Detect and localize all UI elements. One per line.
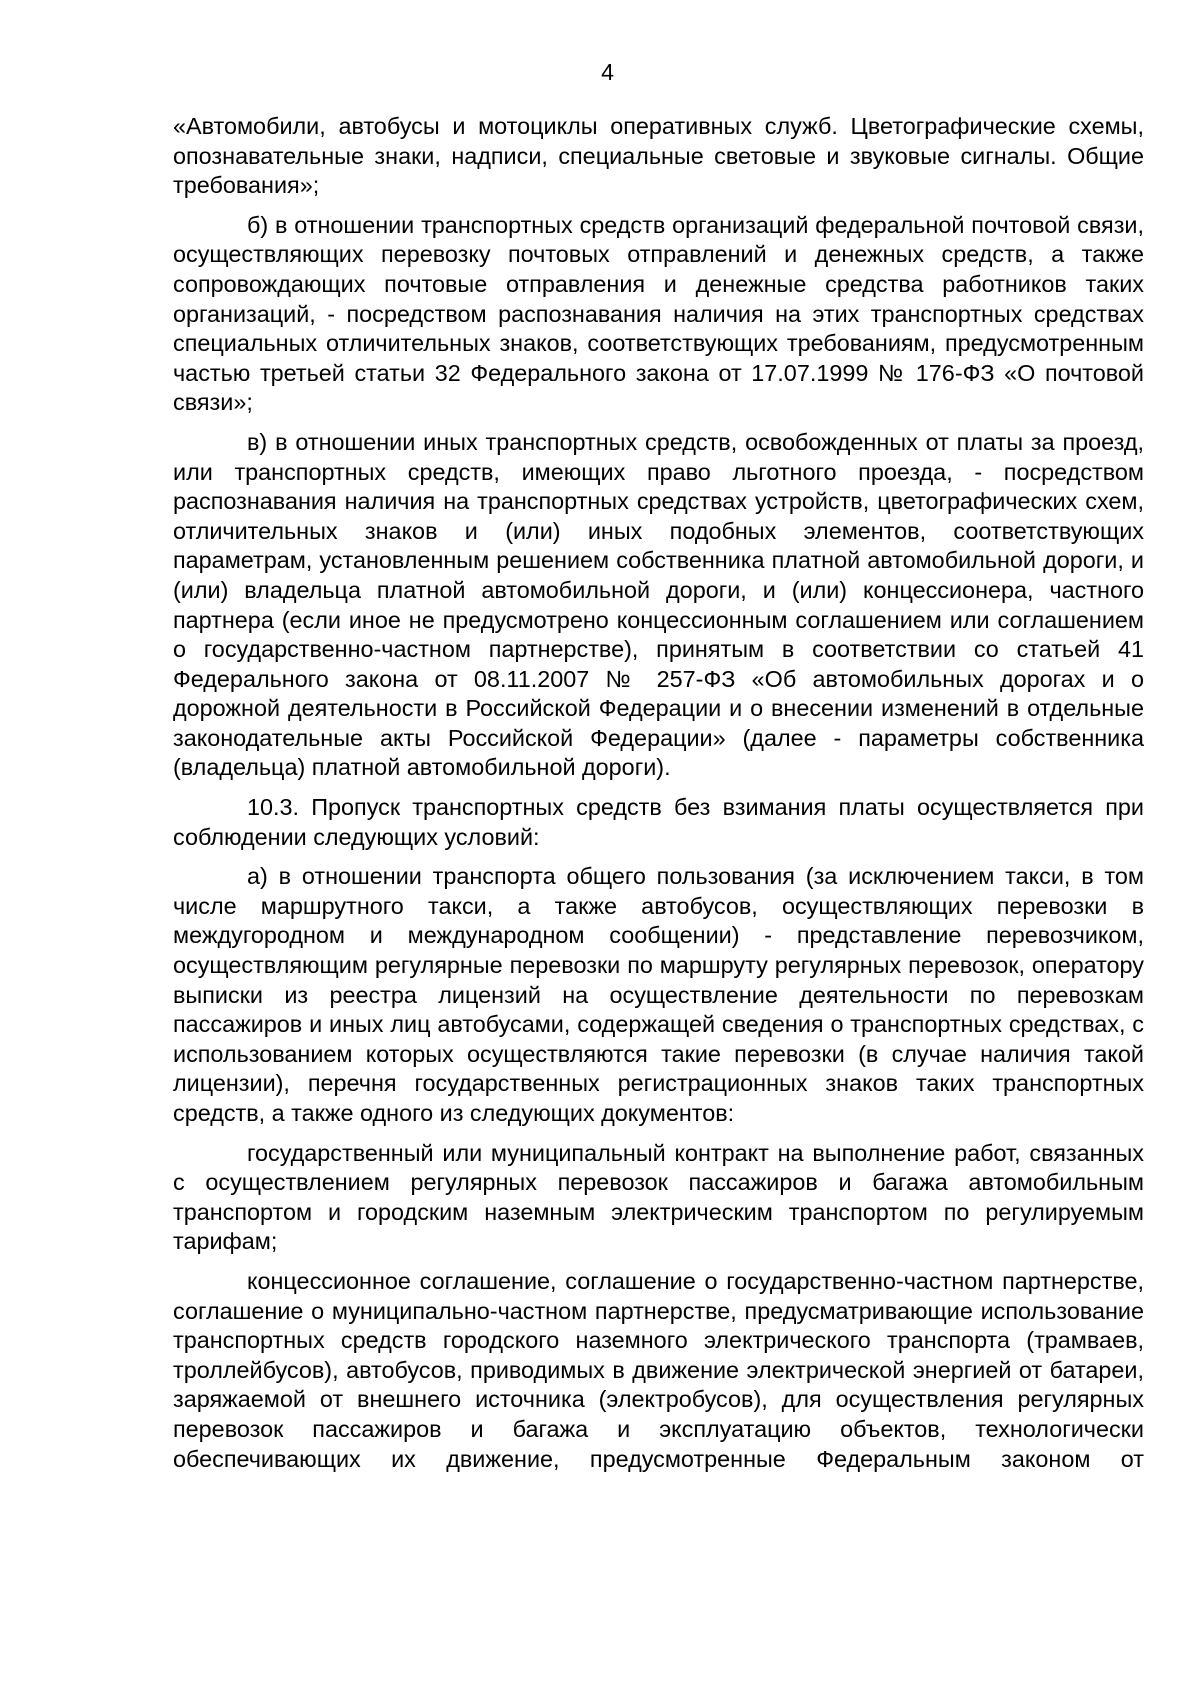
paragraph-10-3: 10.3. Пропуск транспортных средств без взимания платы осуществляется при соблюдении следующих условий: <box>173 794 1144 850</box>
page-number: 4 <box>601 59 614 85</box>
paragraph-concession-agreement: концессионное соглашение, соглашение о государственно-частном партнерстве, соглашение о муниципально-частном партнерстве, предусматривающие использование транспортных средств городского наземного электрического транспорта (трамваев, троллейбусов), автобусов, приводимых в движение электрической энергией от батареи, заряжаемой от внешнего источника (электробусов), для осуществления регулярных перевозок пассажиров и багажа и эксплуатацию объектов, технологически обеспечивающих их движение, предусмотренные Федеральным законом от <box>173 1267 1144 1472</box>
paragraph-item-v: в) в отношении иных транспортных средств, освобожденных от платы за проезд, или транспортных средств, имеющих право льготного проезда, - посредством распознавания наличия на транспортных средствах устройств, цветографических схем, отличительных знаков и (или) иных подобных элементов, соответствующих параметрам, установленным решением собственника платной автомобильной дороги, и (или) владельца платной автомобильной дороги, и (или) концессионера, частного партнера (если иное не предусмотрено концессионным соглашением или соглашением о государственно-частном партнерстве), принятым в соответствии со статьей 41 Федерального закона от 08.11.2007 № 257-ФЗ «Об автомобильных дорогах и о дорожной деятельности в Российской Федерации и о внесении изменений в отдельные законодательные акты Российской Федерации» (далее - параметры собственника (владельца) платной автомобильной дороги). <box>173 428 1144 781</box>
paragraph-continuation: «Автомобили, автобусы и мотоциклы оперативных служб. Цветографические схемы, опознавательные знаки, надписи, специальные световые и звуковые сигналы. Общие требования»; <box>173 113 1144 199</box>
document-body <box>173 112 1144 1474</box>
paragraph-state-contract: государственный или муниципальный контракт на выполнение работ, связанных с осуществлением регулярных перевозок пассажиров и багажа автомобильным транспортом и городским наземным электрическим транспортом по регулируемым тарифам; <box>173 1139 1144 1255</box>
paragraph-item-b: б) в отношении транспортных средств организаций федеральной почтовой связи, осуществляющих перевозку почтовых отправлений и денежных средств, а также сопровождающих почтовые отправления и денежные средства работников таких организаций, - посредством распознавания наличия на этих транспортных средствах специальных отличительных знаков, соответствующих требованиям, предусмотренным частью третьей статьи 32 Федерального закона от 17.07.1999 № 176-ФЗ «О почтовой связи»; <box>173 211 1144 416</box>
paragraph-item-a: а) в отношении транспорта общего пользования (за исключением такси, в том числе маршрутного такси, а также автобусов, осуществляющих перевозки в междугородном и международном сообщении) - представление перевозчиком, осуществляющим регулярные перевозки по маршруту регулярных перевозок, оператору выписки из реестра лицензий на осуществление деятельности по перевозкам пассажиров и иных лиц автобусами, содержащей сведения о транспортных средствах, с использованием которых осуществляются такие перевозки (в случае наличия такой лицензии), перечня государственных регистрационных знаков таких транспортных средств, а также одного из следующих документов: <box>173 863 1144 1126</box>
